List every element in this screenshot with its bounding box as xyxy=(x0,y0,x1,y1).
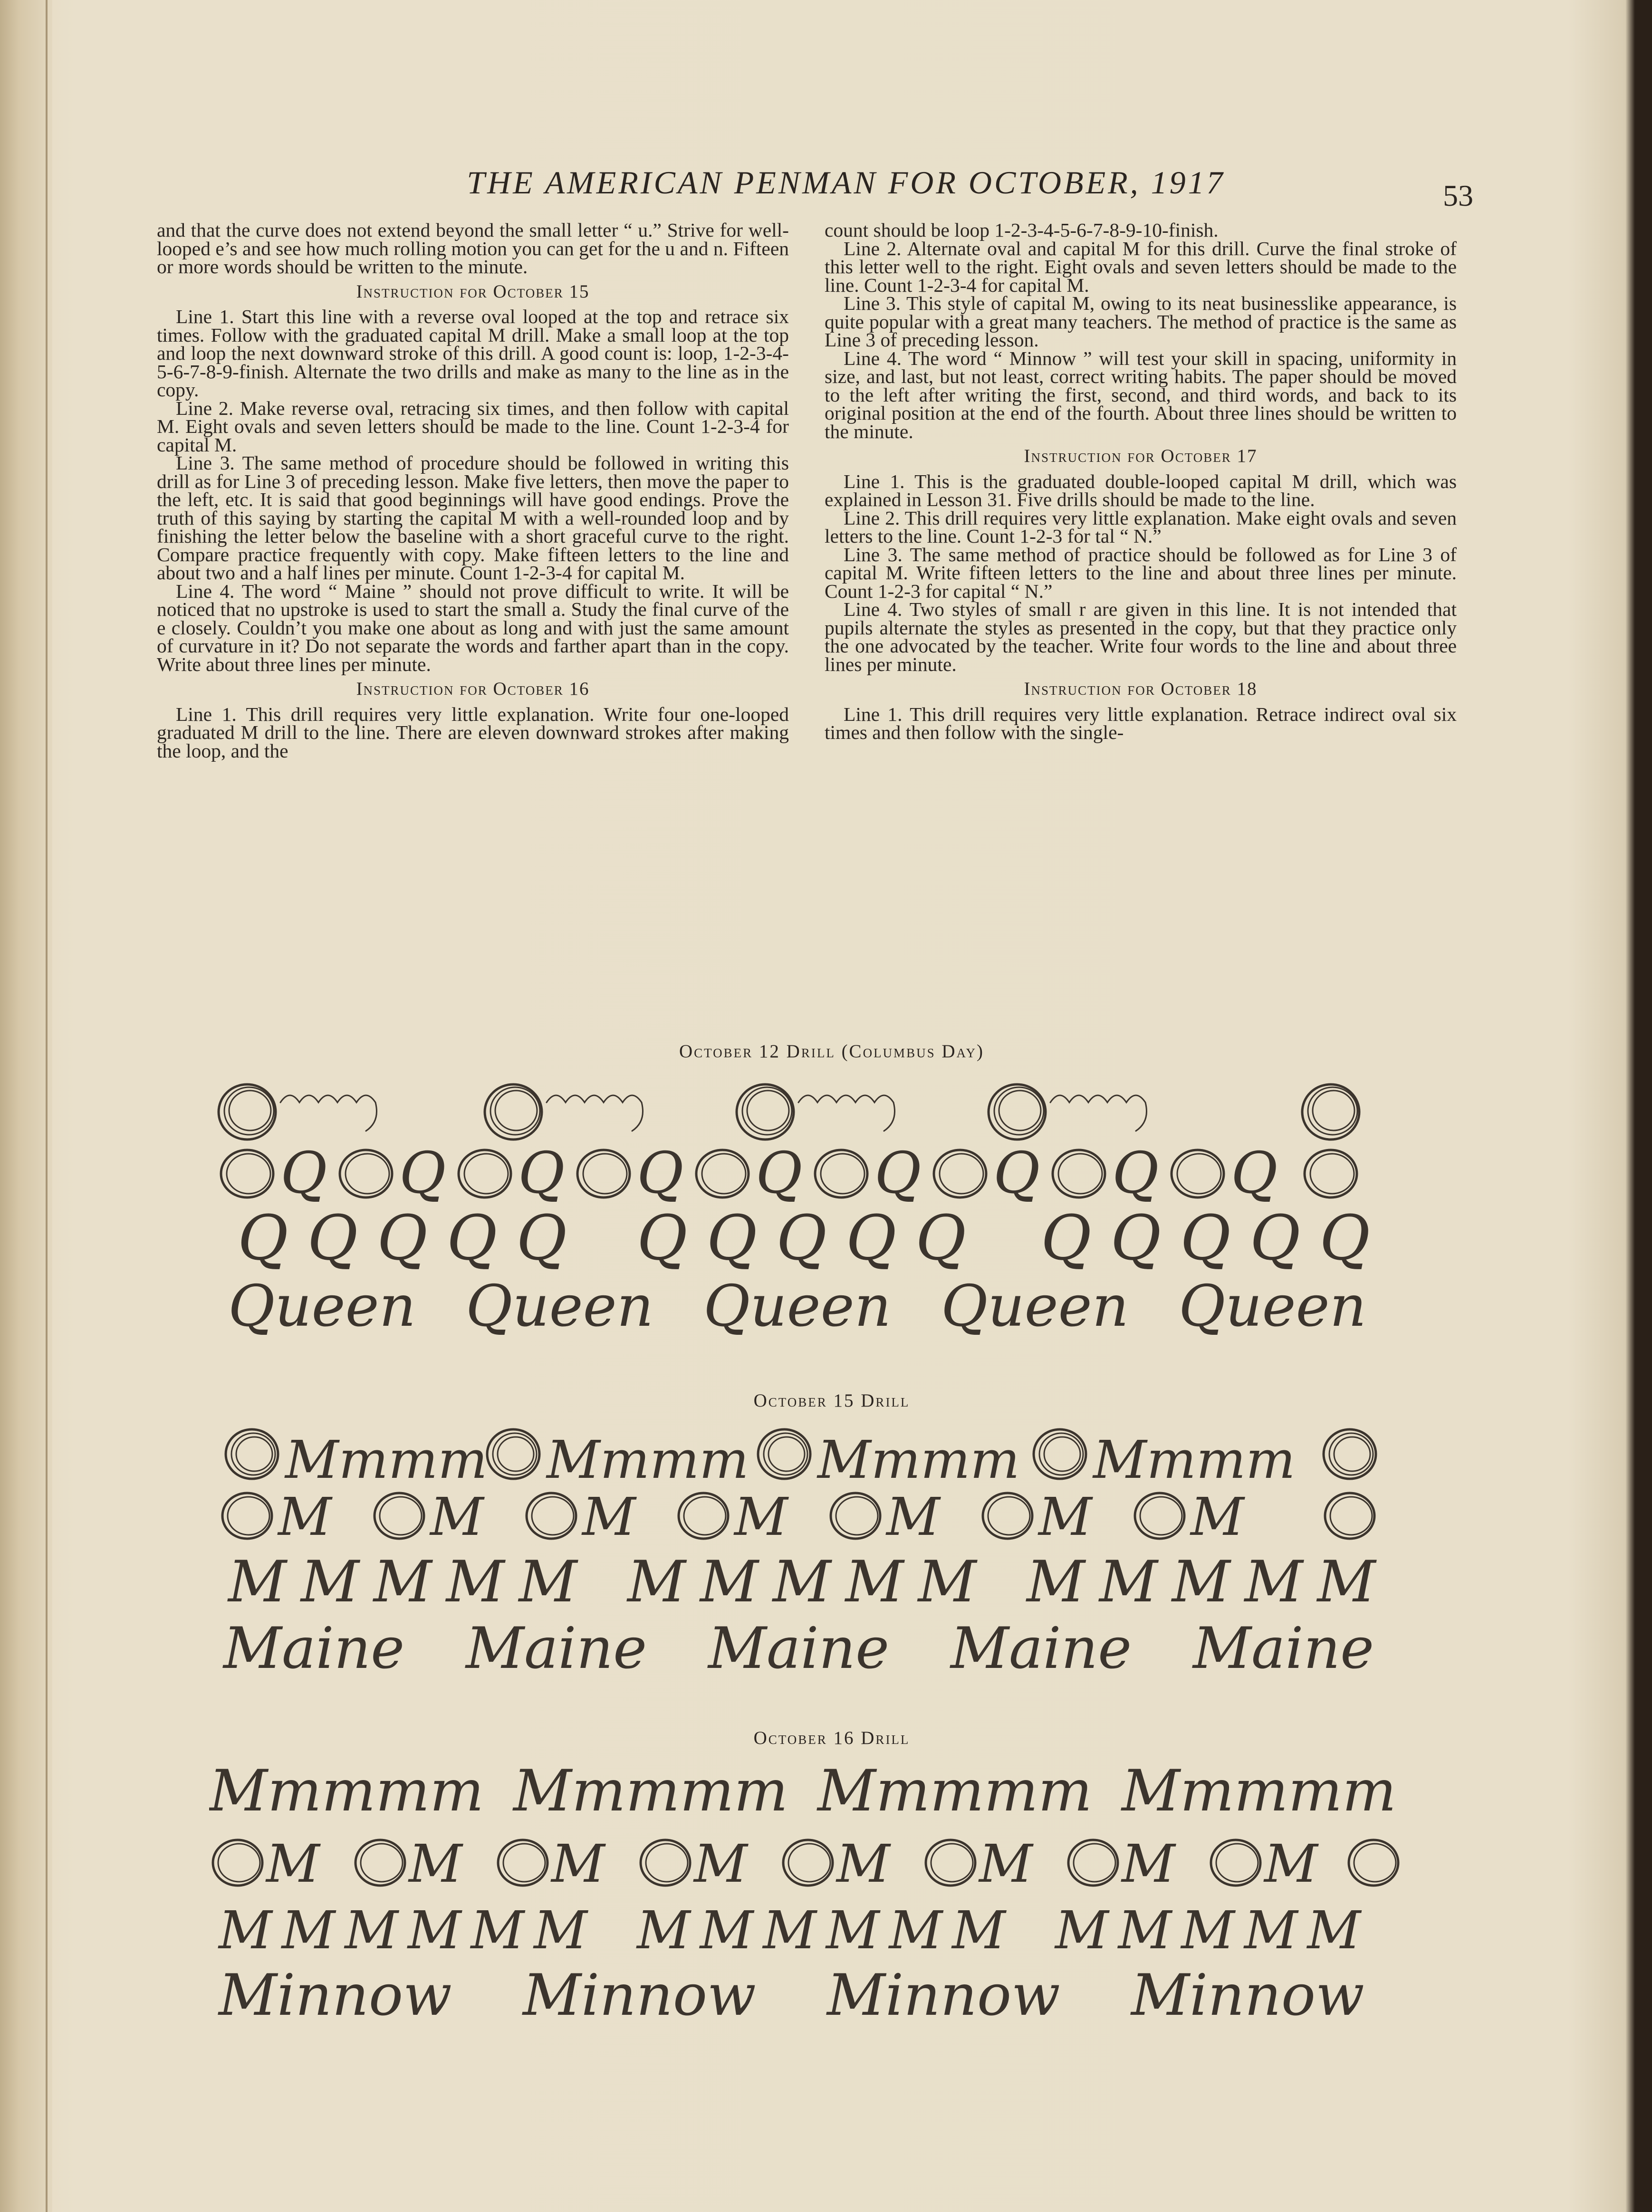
book-spine-shadow xyxy=(0,0,52,2212)
oct15-word-1: Maine xyxy=(223,1616,405,1682)
svg-text:M: M xyxy=(1122,1833,1175,1894)
oct16-row4-words xyxy=(218,1963,1364,2029)
drill-title-oct15: October 15 Drill xyxy=(753,1390,910,1411)
svg-text:Q: Q xyxy=(637,1140,684,1207)
svg-text:Q: Q xyxy=(518,1140,565,1207)
svg-text:Mmmm: Mmmm xyxy=(1093,1429,1296,1490)
oct15-word-3: Maine xyxy=(708,1616,890,1682)
oct16-word-2: Minnow xyxy=(523,1963,756,2029)
svg-text:Q: Q xyxy=(1231,1140,1278,1207)
oct15-line4: Line 4. The word “ Maine ” should not prove difficult to write. It will be noticed that no upstroke is used to start the small a. Study the final curve of the e closely. Couldn’t you make one about as long and with just the same amount of curvature in it? Do not separate the words and farther apart than in the copy. Write about three lines per minute. xyxy=(157,580,789,675)
svg-text:Mmmm: Mmmm xyxy=(817,1429,1020,1490)
oct18-line1: Line 1. This drill requires very little explanation. Retrace indirect oval six times and then follow with the single- xyxy=(825,703,1457,743)
oct15-word-2: Maine xyxy=(466,1616,647,1682)
penmanship-oct12 xyxy=(209,1079,1426,1345)
svg-text:M: M xyxy=(979,1833,1033,1894)
svg-text:M: M xyxy=(734,1486,788,1547)
svg-text:Q: Q xyxy=(874,1140,922,1207)
oct12-word-5: Queen xyxy=(1179,1274,1366,1340)
left-column xyxy=(157,221,789,760)
heading-oct15: Instruction for October 15 xyxy=(356,281,590,302)
svg-text:Mmmmm: Mmmmm xyxy=(1122,1758,1397,1824)
drill-specimen-oct12 xyxy=(209,1079,1426,1345)
penmanship-oct16 xyxy=(209,1758,1426,2034)
oct17-line2: Line 2. This drill requires very little explanation. Make eight ovals and seven letters to the line. Count 1-2-3 for tal “ N.” xyxy=(825,507,1457,547)
svg-text:M: M xyxy=(886,1486,940,1547)
oct12-row2-oval-q xyxy=(221,1140,1357,1207)
heading-oct16: Instruction for October 16 xyxy=(356,679,590,699)
svg-text:Q: Q xyxy=(756,1140,803,1207)
svg-text:QQQQQ: QQQQQ xyxy=(238,1202,586,1274)
svg-text:Q: Q xyxy=(399,1140,446,1207)
penmanship-oct15 xyxy=(209,1421,1426,1687)
oct15-row3-m-letters xyxy=(227,1549,1390,1615)
page-number: 53 xyxy=(1443,179,1473,212)
svg-text:Mmmm: Mmmm xyxy=(547,1429,749,1490)
oct12-row4-words xyxy=(228,1274,1366,1340)
oct15-line2: Line 2. Make reverse oval, retracing six times, and then follow with capital M. Eight ovals and seven letters should be made to the line. Count 1-2-3-4 for capital M. xyxy=(157,397,789,456)
svg-text:M: M xyxy=(409,1833,462,1894)
oct15-word-4: Maine xyxy=(951,1616,1132,1682)
svg-text:M: M xyxy=(1264,1833,1318,1894)
svg-text:MMMMM: MMMMM xyxy=(1055,1900,1371,1961)
svg-text:M: M xyxy=(1038,1486,1092,1547)
drill-specimen-oct15 xyxy=(209,1421,1426,1687)
svg-text:M: M xyxy=(278,1486,332,1547)
oct17-line1: Line 1. This is the graduated double-looped capital M drill, which was explained in Lesson 31. Five drills should be made to the line. xyxy=(825,470,1457,510)
svg-text:Q: Q xyxy=(993,1140,1040,1207)
heading-oct18: Instruction for October 18 xyxy=(1024,679,1258,699)
svg-text:Mmmmm: Mmmmm xyxy=(817,1758,1093,1824)
oct16-word-4: Minnow xyxy=(1131,1963,1364,2029)
oct16-continuation: count should be loop 1-2-3-4-5-6-7-8-9-10-finish. xyxy=(825,219,1219,241)
oct15-word-5: Maine xyxy=(1193,1616,1374,1682)
oct15-row2-oval-m xyxy=(222,1486,1374,1547)
oct15-row1-ovals-m-drill xyxy=(226,1429,1376,1490)
oct16-word-3: Minnow xyxy=(827,1963,1060,2029)
oct12-word-2: Queen xyxy=(466,1274,653,1340)
oct15-row4-words xyxy=(222,1616,1374,1682)
svg-text:Q: Q xyxy=(280,1140,327,1207)
svg-text:Q: Q xyxy=(1112,1140,1159,1207)
gutter-line xyxy=(46,0,48,2212)
svg-text:QQQQQ: QQQQQ xyxy=(637,1202,985,1274)
svg-text:M: M xyxy=(266,1833,320,1894)
heading-oct17: Instruction for October 17 xyxy=(1024,446,1258,466)
svg-text:MMMMM: MMMMM xyxy=(1027,1549,1390,1615)
oct16-row3-m-letters xyxy=(218,1900,1370,1961)
oct15-line3: Line 3. The same method of procedure should be followed in writing this drill as for Line 3 of preceding lesson. Make five letters, then move the paper to the left, etc. It is said that good beginnings will have good endings. Prove the truth of this saying by starting the capital M with a well-rounded loop and by finishing the letter below the baseline with a short graceful curve to the right. Compare practice frequently with copy. Make fifteen letters to the line and about two and a half lines per minute. Count 1-2-3-4 for capital M. xyxy=(157,452,789,584)
oct16-line2: Line 2. Alternate oval and capital M for this drill. Curve the final stroke of this letter well to the right. Eight ovals and seven letters should be made to the line. Count 1-2-3-4 for capital M. xyxy=(825,237,1457,296)
oct15-line1: Line 1. Start this line with a reverse oval looped at the top and retrace six times. Follow with the graduated capital M drill. Make a small loop at the top and loop the next downward stroke of this drill. A good count is: loop, 1-2-3-4-5-6-7-8-9-finish. Alternate the two drills and make as many to the line as in the copy. xyxy=(157,306,789,401)
svg-text:MMMMM: MMMMM xyxy=(627,1549,991,1615)
oct12-word-1: Queen xyxy=(228,1274,416,1340)
running-header: THE AMERICAN PENMAN FOR OCTOBER, 1917 xyxy=(467,164,1225,201)
svg-text:MMMMMM: MMMMMM xyxy=(219,1900,597,1961)
oct16-row1-m-drill xyxy=(209,1758,1396,1824)
oct16-line4: Line 4. The word “ Minnow ” will test your skill in spacing, uniformity in size, and last, but not least, correct writing habits. The paper should be moved to the left after writing the first, second, and third words, and back to its original position at the end of the fourth. About three lines should be written to the minute. xyxy=(825,347,1457,442)
oct17-line3: Line 3. The same method of practice should be followed as for Line 3 of capital M. Write fifteen letters to the line and about three lines per minute. Count 1-2-3 for capital “ N.” xyxy=(825,543,1457,602)
right-column xyxy=(825,221,1457,742)
oct12-word-4: Queen xyxy=(941,1274,1129,1340)
oct16-word-1: Minnow xyxy=(219,1963,452,2029)
svg-text:M: M xyxy=(694,1833,748,1894)
drill-title-oct12: October 12 Drill (Columbus Day) xyxy=(679,1041,985,1062)
svg-text:MMMMMM: MMMMMM xyxy=(637,1900,1015,1961)
oct12-row3-q-letters xyxy=(238,1202,1389,1274)
drill-title-oct16: October 16 Drill xyxy=(753,1728,910,1748)
svg-text:Mmmmm: Mmmmm xyxy=(513,1758,788,1824)
svg-text:M: M xyxy=(836,1833,890,1894)
svg-text:Mmmm: Mmmm xyxy=(285,1429,488,1490)
oct16-row2-oval-m xyxy=(213,1833,1398,1894)
svg-text:M: M xyxy=(1191,1486,1244,1547)
svg-text:Mmmmm: Mmmmm xyxy=(209,1758,484,1824)
oct16-line3: Line 3. This style of capital M, owing to its neat businesslike appearance, is quite popular with a great many teachers. The method of practice is the same as Line 3 of preceding lesson. xyxy=(825,292,1457,351)
oct12-row1-ovals xyxy=(219,1084,1359,1140)
intro-paragraph: and that the curve does not extend beyond the small letter “ u.” Strive for well-looped e’s and see how much rolling motion you can get for the u and n. Fifteen or more words should be written to the minute. xyxy=(157,219,789,278)
oct16-line1: Line 1. This drill requires very little explanation. Write four one-looped graduated M drill to the line. There are eleven downward strokes after making the loop, and the xyxy=(157,703,789,762)
svg-text:M: M xyxy=(430,1486,484,1547)
svg-text:QQQQQ: QQQQQ xyxy=(1041,1202,1389,1274)
oct17-line4: Line 4. Two styles of small r are given in this line. It is not intended that pupils alternate the styles as presented in the copy, but that they practice only the one advocated by the teacher. Write four words to the line and about three lines per minute. xyxy=(825,598,1457,675)
svg-text:M: M xyxy=(551,1833,605,1894)
oct12-word-3: Queen xyxy=(703,1274,891,1340)
drill-specimen-oct16 xyxy=(209,1758,1426,2034)
svg-text:MMMMM: MMMMM xyxy=(228,1549,592,1615)
svg-text:M: M xyxy=(582,1486,636,1547)
